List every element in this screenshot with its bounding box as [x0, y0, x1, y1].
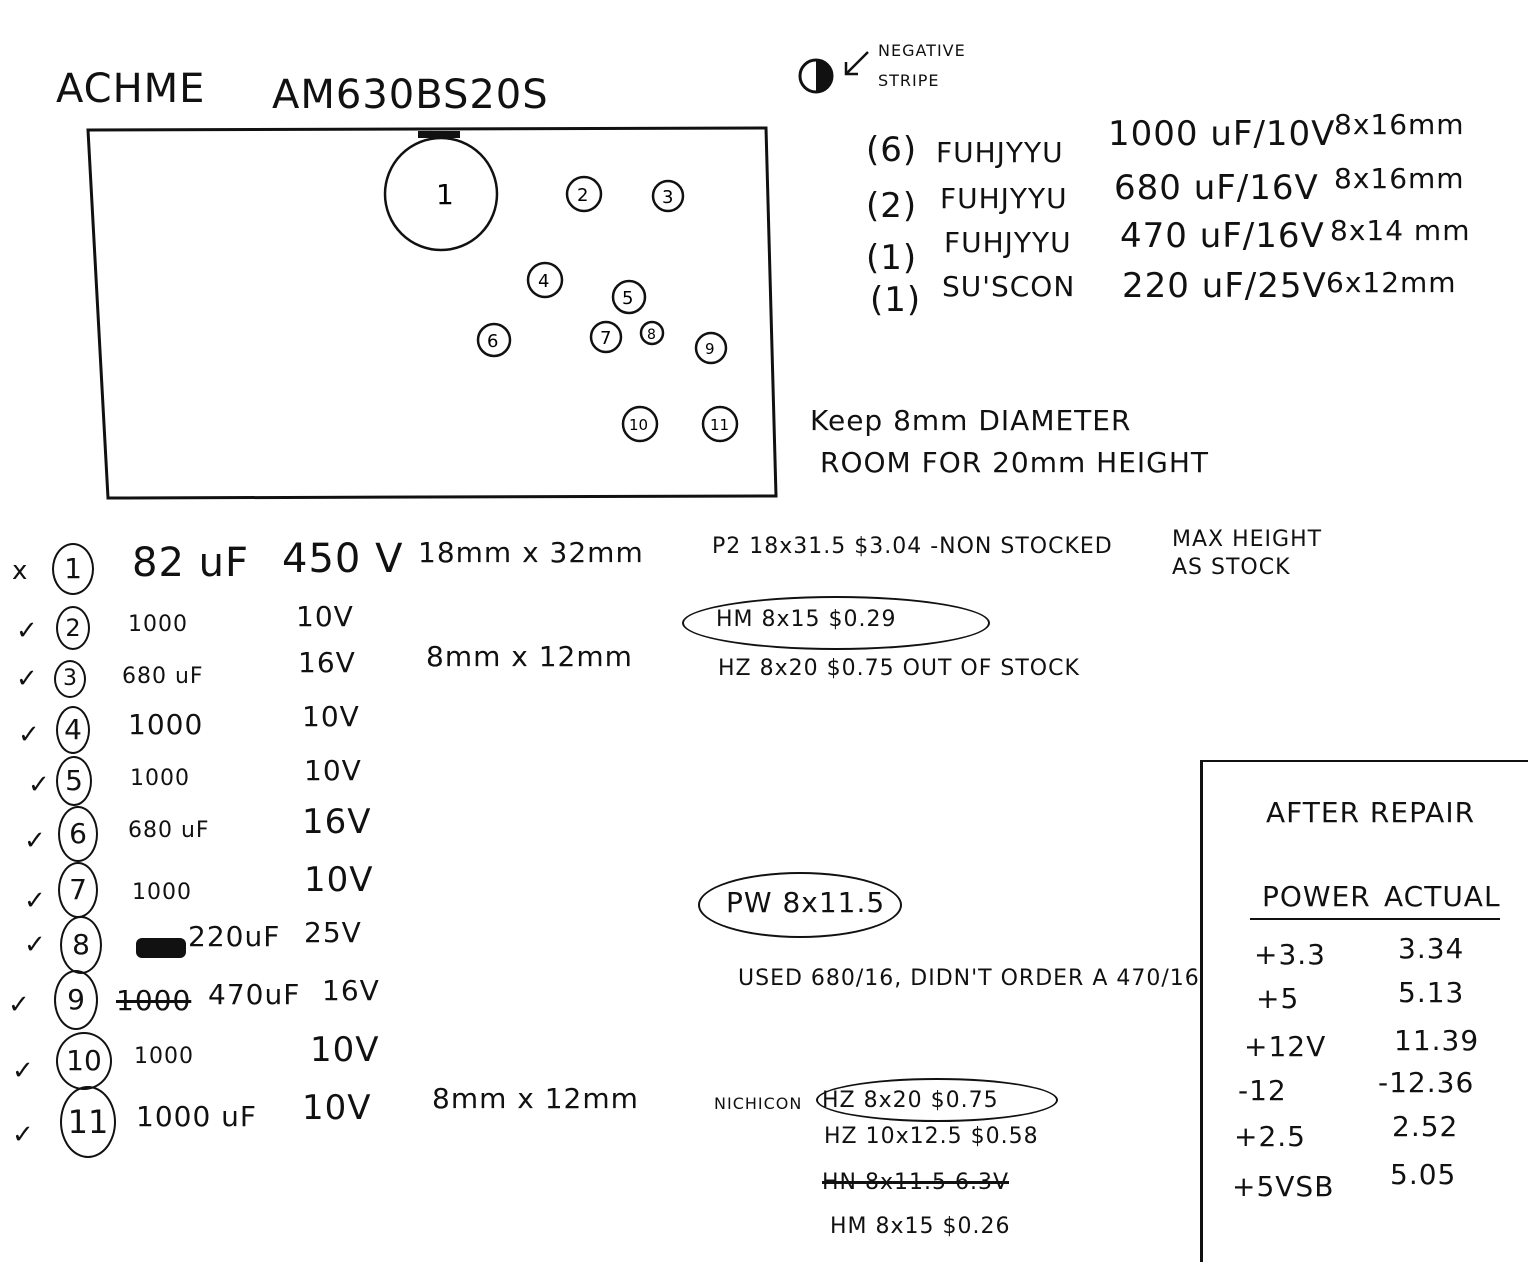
power-value: +12V	[1244, 1030, 1327, 1063]
row-volt: 10V	[304, 860, 374, 900]
board-label-2: 2	[577, 185, 589, 206]
board-label-9: 9	[705, 340, 715, 358]
row-number: 10	[56, 1032, 112, 1090]
board-label-3: 3	[662, 187, 674, 208]
row-number: 5	[56, 756, 92, 806]
row-mark: x	[12, 556, 29, 586]
row-size: 8mm x 12mm	[426, 640, 633, 673]
row-mark: ✓	[16, 616, 39, 646]
row-volt: 16V	[322, 974, 380, 1007]
row-cap: 1000	[132, 880, 192, 905]
orig-qty: (1)	[870, 280, 922, 320]
p2-note: P2 18x31.5 $3.04 -NON STOCKED	[712, 534, 1113, 559]
power-value: +5	[1256, 982, 1300, 1015]
row-volt: 10V	[310, 1030, 380, 1070]
row-mark: ✓	[12, 1120, 35, 1150]
actual-value: -12.36	[1378, 1066, 1475, 1099]
stripe-note: NEGATIVE STRIPE	[878, 41, 966, 90]
hm-note: HM 8x15 $0.29	[716, 607, 897, 632]
board-label-7: 7	[600, 328, 612, 349]
actual-value: 5.05	[1390, 1158, 1457, 1191]
row-number: 6	[58, 806, 98, 862]
power-column-header: POWER	[1262, 880, 1371, 913]
after-repair-title: AFTER REPAIR	[1266, 796, 1476, 829]
row-mark: ✓	[24, 930, 47, 960]
orig-size: 8x16mm	[1334, 108, 1465, 141]
row-cap: 1000	[130, 766, 190, 791]
row-cap: 680 uF	[128, 818, 210, 843]
board-label-4: 4	[538, 271, 550, 292]
nichicon-option-4: HM 8x15 $0.26	[830, 1214, 1011, 1239]
row-number: 3	[54, 660, 86, 698]
row-volt: 16V	[302, 802, 372, 842]
scribble-mark	[136, 938, 186, 958]
nichicon-option-3: HN 8x11.5 6.3V	[822, 1170, 1010, 1195]
orig-value: 680 uF/16V	[1114, 168, 1319, 208]
row-mark: ✓	[28, 770, 51, 800]
hz-note: HZ 8x20 $0.75 OUT OF STOCK	[718, 656, 1080, 681]
row-cap: 1000	[134, 1044, 194, 1069]
orig-value: 470 uF/16V	[1120, 216, 1325, 256]
row-volt: 450 V	[282, 536, 404, 582]
row-number: 1	[52, 543, 94, 595]
row-number: 7	[58, 862, 98, 918]
board-label-10: 10	[629, 416, 649, 434]
max-height-note: MAX HEIGHT AS STOCK	[1172, 527, 1323, 580]
row-number: 2	[56, 606, 90, 650]
row-volt: 10V	[296, 600, 354, 633]
row-number: 4	[56, 706, 90, 754]
row-mark: ✓	[24, 826, 47, 856]
orig-size: 6x12mm	[1326, 266, 1457, 299]
row-size: 18mm x 32mm	[418, 536, 644, 569]
board-note-line1: Keep 8mm DIAMETER	[810, 404, 1132, 437]
row-number: 11	[60, 1086, 116, 1158]
model-label: AM630BS20S	[272, 72, 549, 118]
struck-value: 1000	[116, 984, 192, 1017]
brand-label: ACHME	[56, 66, 206, 112]
power-value: -12	[1238, 1074, 1287, 1107]
row-volt: 16V	[298, 646, 356, 679]
actual-value: 3.34	[1398, 932, 1465, 965]
actual-value: 11.39	[1394, 1024, 1480, 1057]
orig-size: 8x16mm	[1334, 162, 1465, 195]
orig-brand: FUHJYYU	[944, 226, 1072, 259]
board-label-11: 11	[710, 416, 730, 434]
board-label-8: 8	[647, 327, 656, 343]
pw-note: PW 8x11.5	[726, 886, 886, 919]
row-mark: ✓	[16, 664, 39, 694]
nichicon-label: NICHICON	[714, 1094, 803, 1113]
row-mark: ✓	[18, 720, 41, 750]
actual-column-header: ACTUAL	[1384, 880, 1501, 913]
row-cap: 1000 uF	[136, 1100, 258, 1133]
row-volt: 10V	[302, 1088, 372, 1128]
row-cap: 1000	[128, 612, 188, 637]
row-mark: ✓	[12, 1056, 35, 1086]
row-volt: 10V	[302, 700, 360, 733]
nichicon-option-1: HZ 8x20 $0.75	[822, 1088, 999, 1113]
row-volt: 10V	[304, 754, 362, 787]
orig-brand: SU'SCON	[942, 270, 1076, 303]
orig-qty: (6)	[866, 130, 918, 170]
orig-qty: (1)	[866, 238, 918, 278]
row-mark: ✓	[8, 990, 31, 1020]
board-label-5: 5	[622, 288, 634, 309]
actual-value: 2.52	[1392, 1110, 1459, 1143]
row-mark: ✓	[24, 886, 47, 916]
board-label-1: 1	[436, 178, 454, 211]
orig-size: 8x14 mm	[1330, 214, 1471, 247]
board-label-6: 6	[487, 331, 499, 352]
used-note: USED 680/16, DIDN'T ORDER A 470/16	[738, 966, 1200, 991]
board-note-line2: ROOM FOR 20mm HEIGHT	[820, 446, 1210, 479]
row-cap: 1000	[128, 708, 204, 741]
row-number: 9	[54, 970, 98, 1030]
orig-qty: (2)	[866, 186, 918, 226]
row-volt: 25V	[304, 916, 362, 949]
orig-value: 220 uF/25V	[1122, 266, 1327, 306]
row-cap: 82 uF	[132, 540, 249, 586]
header-underline	[1250, 918, 1500, 920]
power-value: +3.3	[1254, 938, 1326, 971]
pcb-board-diagram	[0, 0, 800, 510]
power-value: +2.5	[1234, 1120, 1306, 1153]
row-cap: 470uF	[208, 978, 301, 1011]
orig-brand: FUHJYYU	[936, 136, 1064, 169]
power-value: +5VSB	[1232, 1170, 1335, 1203]
row-size: 8mm x 12mm	[432, 1082, 639, 1115]
row-cap: 680 uF	[122, 664, 204, 689]
orig-value: 1000 uF/10V	[1108, 114, 1336, 154]
row-number: 8	[60, 916, 102, 974]
actual-value: 5.13	[1398, 976, 1465, 1009]
row-cap: 220uF	[188, 920, 281, 953]
orig-brand: FUHJYYU	[940, 182, 1068, 215]
nichicon-option-2: HZ 10x12.5 $0.58	[824, 1124, 1039, 1149]
